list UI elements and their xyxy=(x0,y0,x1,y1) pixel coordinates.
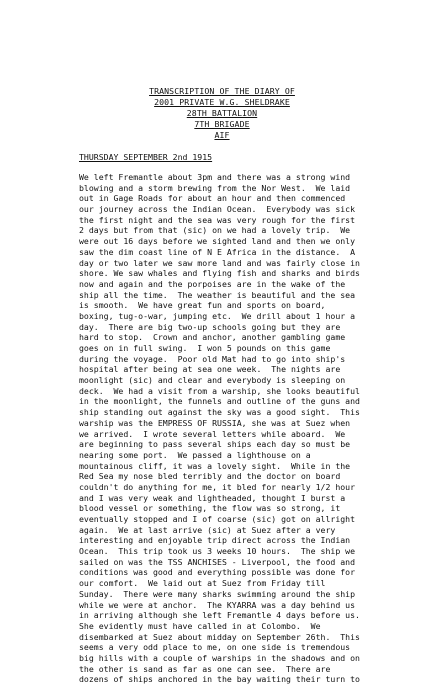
body-line: ship standing out against the sky was a good sight. This xyxy=(79,407,360,418)
body-line: mountainous cliff, it was a lovely sight. While in the xyxy=(79,460,351,471)
body-line: moonlight (sic) and clear and everybody is sleeping on xyxy=(79,375,346,386)
body-line: hard to stop. Crown and anchor, another gambling game xyxy=(79,332,346,343)
body-line: day or two later we saw more land and was fairly close in xyxy=(79,257,360,268)
body-line: conditions was good and everything possible was done for xyxy=(79,567,356,578)
body-line: during the voyage. Poor old Mat had to go into ship's xyxy=(79,353,346,364)
body-line: Red Sea my nose bled terribly and the doctor on board xyxy=(79,471,341,482)
body-line: big hills with a couple of warships in the shadows and on xyxy=(79,652,360,663)
header-title: TRANSCRIPTION OF THE DIARY OF xyxy=(149,86,295,96)
body-line: our journey across the Indian Ocean. Everybody was sick xyxy=(79,204,356,215)
body-line: again. We at last arrive (sic) at Suez after a very xyxy=(79,524,336,535)
body-line: nearing some port. We passed a lighthouse on a xyxy=(79,449,311,460)
body-line: the other is sand as far as one can see. There are xyxy=(79,663,331,674)
header-soldier: 2001 PRIVATE W.G. SHELDRAKE xyxy=(154,97,290,107)
body-line: We left Fremantle about 3pm and there was a strong wind xyxy=(79,172,351,182)
body-line: interesting and enjoyable trip direct across the Indian xyxy=(79,535,351,546)
body-line: ship all the time. The weather is beautiful and the sea xyxy=(79,289,356,300)
body-line: day. There are big two-up schools going but they are xyxy=(79,321,341,332)
body-line: sailed on was the TSS ANCHISES - Liverpool, the food and xyxy=(79,556,356,567)
body-line: couldn't do anything for me, it bled for nearly 1/2 hour xyxy=(79,481,356,492)
body-line: deck. We had a visit from a warship, she looks beautiful xyxy=(79,385,360,396)
body-line: saw the dim coast line of N E Africa in the distance. A xyxy=(79,246,356,257)
body-line: 2 days but from that (sic) on we had a lovely trip. We xyxy=(79,225,351,236)
body-line: shore. We saw whales and flying fish and sharks and birds xyxy=(79,268,360,279)
body-line: we arrived. I wrote several letters while aboard. We xyxy=(79,428,346,439)
body-line: She evidently must have called in at Colombo. We xyxy=(79,620,321,631)
body-line: blowing and a storm brewing from the Nor West. We laid xyxy=(79,182,351,193)
transcription-header xyxy=(0,86,444,141)
body-line: in the moonlight, the funnels and outline of the guns and xyxy=(79,396,360,407)
body-line: disembarked at Suez about midday on September 26th. This xyxy=(79,631,360,642)
body-line: the first night and the sea was very rough for the first xyxy=(79,214,356,225)
body-line: and I was very weak and lightheaded, thought I burst a xyxy=(79,492,346,503)
body-line: warship was the EMPRESS OF RUSSIA, she was at Suez when xyxy=(79,417,351,428)
header-brigade: 7TH BRIGADE xyxy=(194,119,250,129)
body-line: hospital after being at sea one week. The nights are xyxy=(79,364,341,375)
body-line: is smooth. We have great fun and sports on board, xyxy=(79,300,326,311)
header-battalion: 28TH BATTALION xyxy=(186,108,258,118)
body-line: goes on in full swing. I won 5 pounds on this game xyxy=(79,343,331,353)
body-line: seems a very odd place to me, on one side is tremendous xyxy=(79,642,351,653)
body-line: Ocean. This trip took us 3 weeks 10 hours. The ship we xyxy=(79,546,356,557)
entry-date: THURSDAY SEPTEMBER 2nd 1915 xyxy=(79,152,213,162)
header-force: AIF xyxy=(214,130,230,140)
body-line: blood vessel or something, the flow was so strong, it xyxy=(79,503,341,514)
body-line: while we were at anchor. The KYARRA was a day behind us xyxy=(79,599,356,610)
entry-body xyxy=(79,172,439,685)
body-line: out in Gage Roads for about an hour and then commenced xyxy=(79,193,346,204)
body-line: dozens of ships anchored in the bay waiting their turn to xyxy=(79,674,360,685)
body-line: our comfort. We laid out at Suez from Friday till xyxy=(79,578,326,589)
body-line: boxing, tug-o-war, jumping etc. We drill about 1 hour a xyxy=(79,310,356,321)
body-line: were out 16 days before we sighted land and then we only xyxy=(79,236,356,247)
body-line: eventually stopped and I of coarse (sic) got on allright xyxy=(79,514,356,524)
body-line: Sunday. There were many sharks swimming around the ship xyxy=(79,588,356,599)
body-line: now and again and the porpoises are in the wake of the xyxy=(79,278,346,289)
body-line: in arriving although she left Fremantle 4 days before us. xyxy=(79,610,360,621)
body-line: are beginning to pass several ships each day so must be xyxy=(79,439,351,450)
